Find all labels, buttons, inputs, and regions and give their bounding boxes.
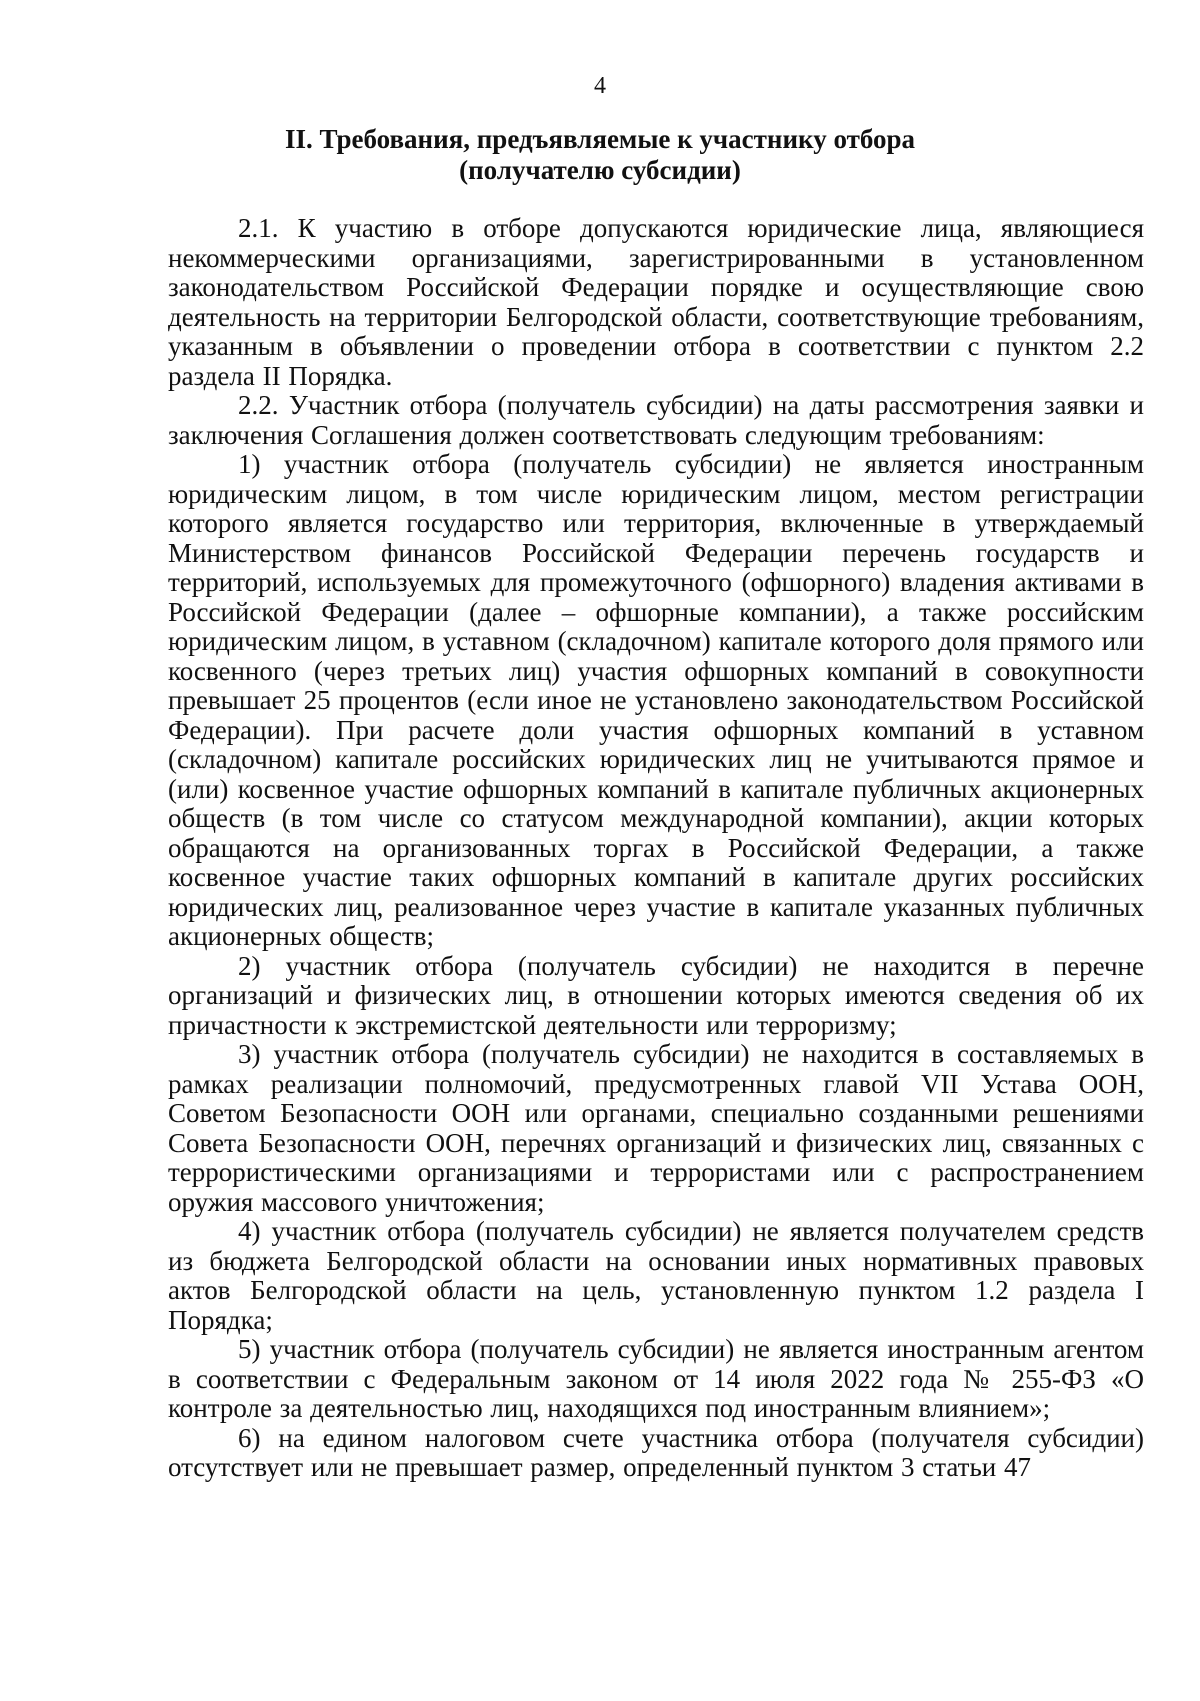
requirement-item-5: 5) участник отбора (получатель субсидии) не является иностранным агентом в соответствии с Федеральным законом от 14 июля 2022 года № 255-ФЗ «О контроле за деятельностью лиц, находящихся под иностранным влиянием»; [168, 1334, 1144, 1423]
section-heading [0, 124, 1200, 186]
body-text [168, 214, 1144, 1483]
requirement-item-1: 1) участник отбора (получатель субсидии) не является иностранным юридическим лицом, в том числе юридическим лицом, местом регистрации которого является государство или территория, включенные в утверждаемый Министерством финансов Российской Федерации перечень государств и территорий, используемых для промежуточного (офшорного) владения активами в Российской Федерации (далее – офшорные компании), а также российским юридическим лицом, в уставном (складочном) капитале которого доля прямого или косвенного (через третьих лиц) участия офшорных компаний в совокупности превышает 25 процентов (если иное не установлено законодательством Российской Федерации). При расчете доли участия офшорных компаний в уставном (складочном) капитале российских юридических лиц не учитываются прямое и (или) косвенное участие офшорных компаний в капитале публичных акционерных обществ (в том числе со статусом международной компании), акции которых обращаются на организованных торгах в Российской Федерации, а также косвенное участие таких офшорных компаний в капитале других российских юридических лиц, реализованное через участие в капитале указанных публичных акционерных обществ; [168, 449, 1144, 951]
requirement-item-6: 6) на едином налоговом счете участника отбора (получателя субсидии) отсутствует или не превышает размер, определенный пунктом 3 статьи 47 [168, 1422, 1144, 1482]
section-heading-line-2: (получателю субсидии) [459, 155, 741, 185]
requirement-item-4: 4) участник отбора (получатель субсидии) не является получателем средств из бюджета Белгородской области на основании иных нормативных правовых актов Белгородской области на цель, установленную пунктом 1.2 раздела I Порядка; [168, 1216, 1144, 1335]
page-number: 4 [594, 73, 606, 99]
paragraph-2-1: 2.1. К участию в отборе допускаются юридические лица, являющиеся некоммерческими организациями, зарегистрированными в установленном законодательством Российской Федерации порядке и осуществляющие свою деятельность на территории Белгородской области, соответствующие требованиям, указанным в объявлении о проведении отбора в соответствии с пунктом 2.2 раздела II Порядка. [168, 213, 1144, 391]
paragraph-2-2: 2.2. Участник отбора (получатель субсидии) на даты рассмотрения заявки и заключения Соглашения должен соответствовать следующим требованиям: [168, 390, 1144, 450]
requirement-item-3: 3) участник отбора (получатель субсидии) не находится в составляемых в рамках реализации полномочий, предусмотренных главой VII Устава ООН, Советом Безопасности ООН или органами, специально созданными решениями Совета Безопасности ООН, перечнях организаций и физических лиц, связанных с террористическими организациями и террористами или с распространением оружия массового уничтожения; [168, 1039, 1144, 1217]
section-heading-line-1: II. Требования, предъявляемые к участнику отбора [284, 124, 916, 154]
requirement-item-2: 2) участник отбора (получатель субсидии) не находится в перечне организаций и физических лиц, в отношении которых имеются сведения об их причастности к экстремистской деятельности или терроризму; [168, 950, 1144, 1040]
